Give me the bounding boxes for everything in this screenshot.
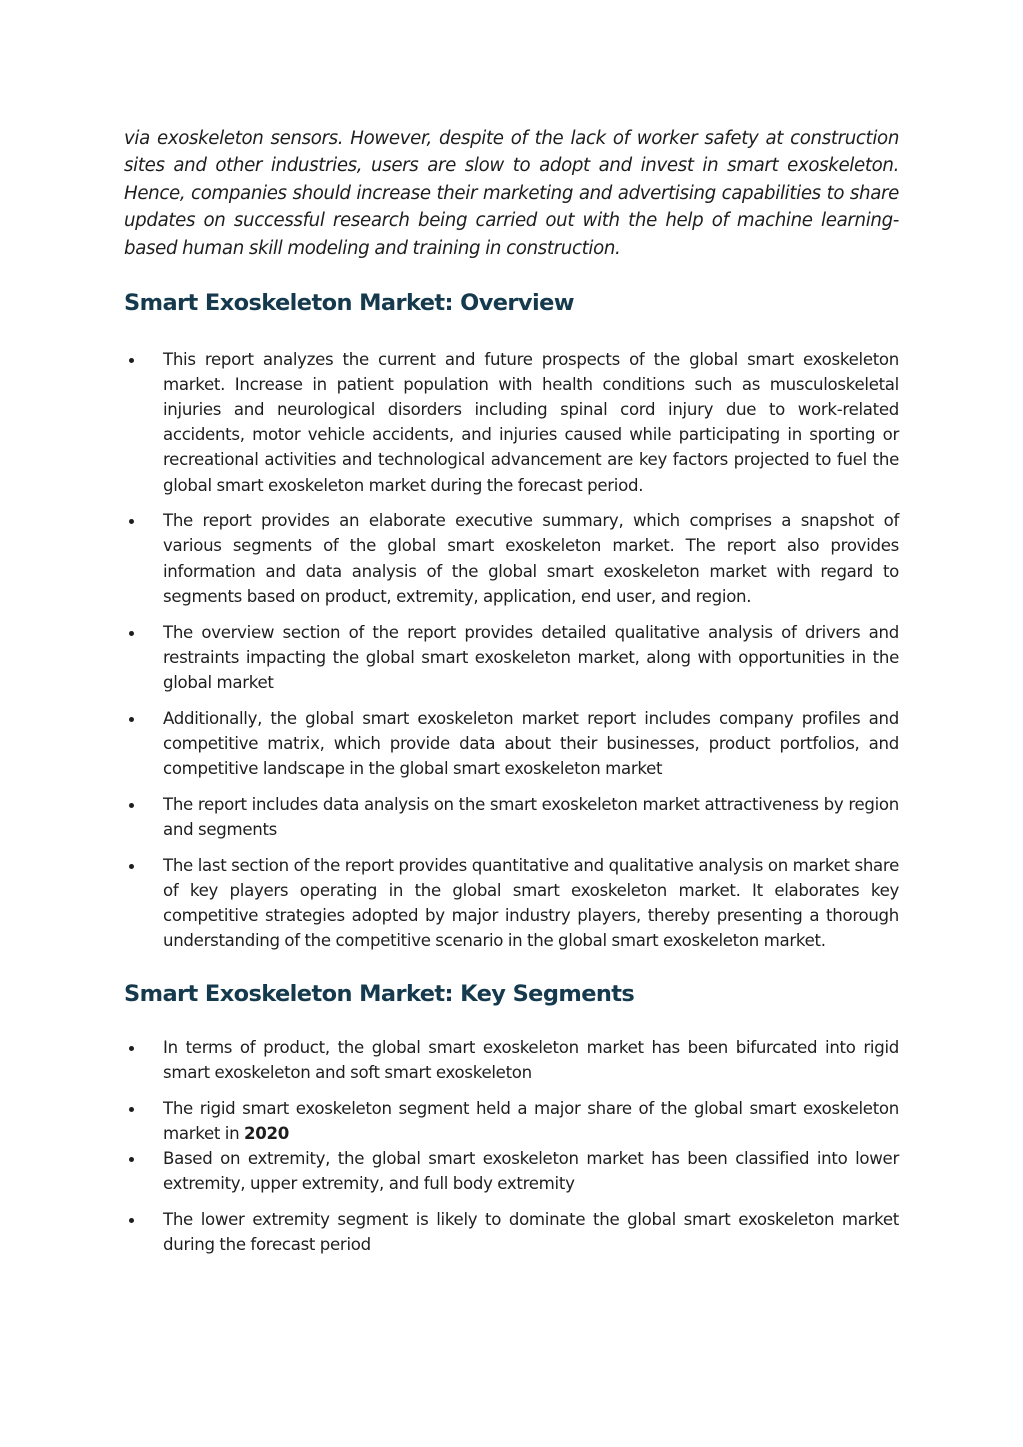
bullet-icon — [129, 1157, 134, 1162]
list-item — [124, 792, 899, 842]
bullet-icon — [129, 717, 134, 722]
list-item-text: The rigid smart exoskeleton segment held a major share of the global smart exoskeleton market in — [163, 1099, 899, 1144]
bullet-icon — [129, 1046, 134, 1051]
overview-heading: Smart Exoskeleton Market: Overview — [124, 290, 574, 317]
list-item — [124, 853, 899, 953]
list-item-text: Additionally, the global smart exoskeleton market report includes company profiles and competitive matrix, which provide data about their businesses, product portfolios, and competitive landscape in the global smart exoskeleton market — [163, 708, 899, 778]
list-item — [124, 1207, 899, 1257]
list-item-text: The last section of the report provides quantitative and qualitative analysis on market share of key players operating in the global smart exoskeleton market. It elaborates key competitive strategies adopted by major industry players, thereby presenting a thorough understanding of the competitive scenario in the global smart exoskeleton market. — [163, 855, 899, 950]
document-page — [124, 125, 899, 1268]
list-item — [124, 1035, 899, 1085]
bullet-icon — [129, 1218, 134, 1223]
bullet-icon — [129, 519, 134, 524]
list-item — [124, 1096, 899, 1146]
list-item-text: The report includes data analysis on the smart exoskeleton market attractiveness by region and segments — [163, 794, 899, 839]
bullet-icon — [129, 864, 134, 869]
bullet-icon — [129, 1107, 134, 1112]
overview-bullet-list — [124, 347, 899, 953]
list-item-text: Based on extremity, the global smart exoskeleton market has been classified into lower extremity, upper extremity, and full body extremity — [163, 1149, 899, 1194]
list-item-text: The overview section of the report provides detailed qualitative analysis of drivers and restraints impacting the global smart exoskeleton market, along with opportunities in the global market — [163, 622, 899, 692]
bullet-icon — [129, 631, 134, 636]
list-item — [124, 706, 899, 781]
list-item — [124, 620, 899, 695]
year-highlight: 2020 — [243, 1124, 289, 1144]
list-item — [124, 347, 899, 498]
key-segments-bullet-list — [124, 1035, 899, 1257]
list-item — [124, 508, 899, 608]
list-item — [124, 1146, 899, 1196]
list-item-text: In terms of product, the global smart exoskeleton market has been bifurcated into rigid smart exoskeleton and soft smart exoskeleton — [163, 1038, 899, 1083]
list-item-text: The lower extremity segment is likely to dominate the global smart exoskeleton market during the forecast period — [163, 1210, 899, 1255]
list-item-text: This report analyzes the current and future prospects of the global smart exoskeleton market. Increase in patient population with health conditions such as musculoskeletal injuries and neurological disorders including spinal cord injury due to work-related accidents, motor vehicle accidents, and injuries caused while participating in sporting or recreational activities and technological advancement are key factors projected to fuel the global smart exoskeleton market during the forecast period. — [163, 350, 899, 495]
key-segments-heading: Smart Exoskeleton Market: Key Segments — [124, 981, 635, 1008]
list-item-text: The report provides an elaborate executive summary, which comprises a snapshot of various segments of the global smart exoskeleton market. The report also provides information and data analysis of the global smart exoskeleton market with regard to segments based on product, extremity, application, end user, and region. — [163, 511, 899, 606]
bullet-icon — [129, 358, 134, 363]
intro-paragraph: via exoskeleton sensors. However, despite of the lack of worker safety at construction sites and other industries, users are slow to adopt and invest in smart exoskeleton. Hence, companies should increase their marketing and advertising capabilities to share updates on successful research being carried out with the help of machine learning-based human skill modeling and training in construction. — [124, 128, 899, 259]
bullet-icon — [129, 803, 134, 808]
